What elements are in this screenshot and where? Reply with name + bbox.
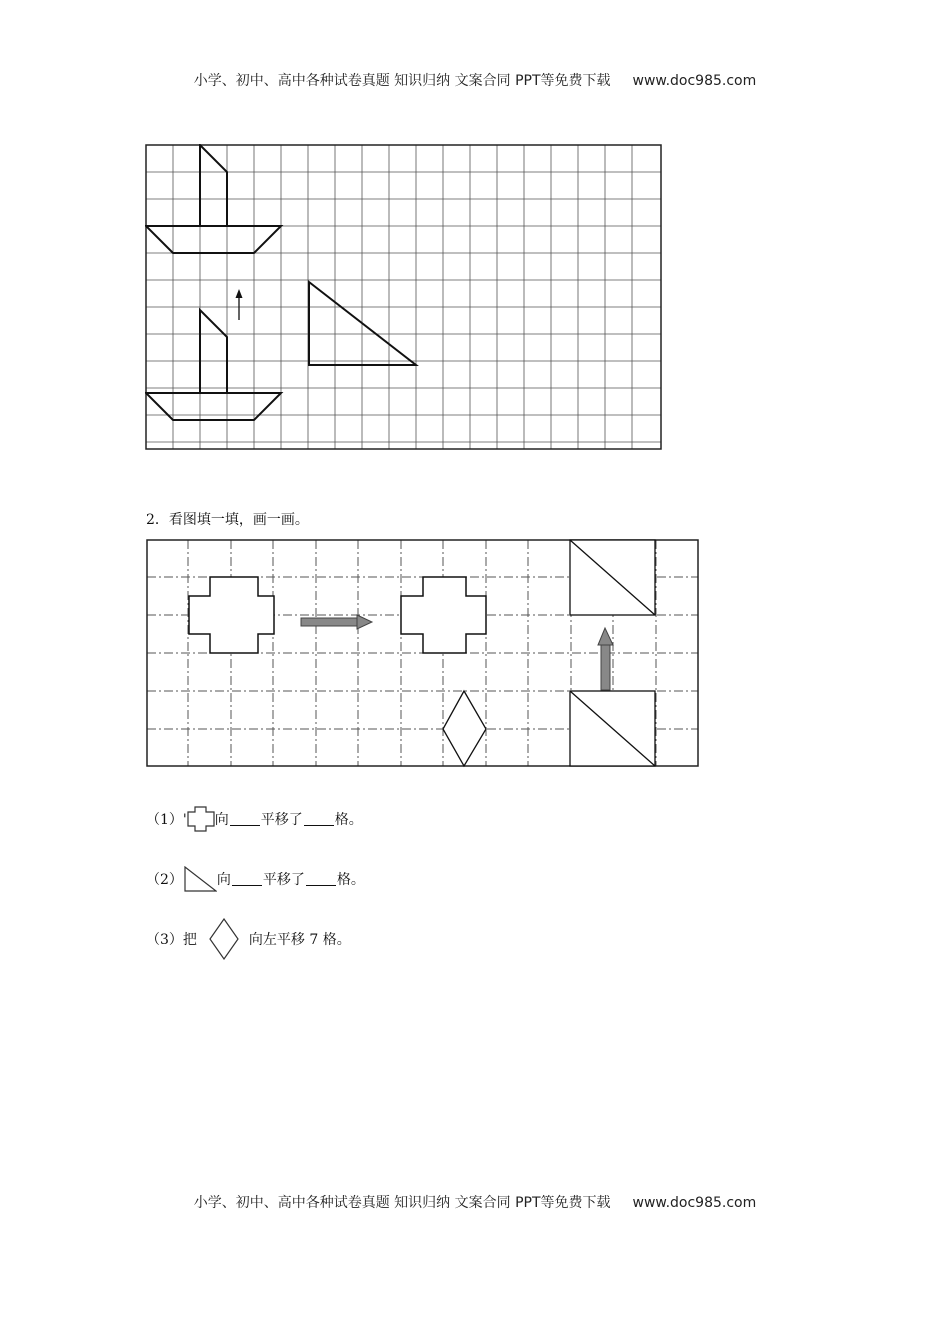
item-number: （1）' xyxy=(146,812,187,828)
direction-prefix: 向 xyxy=(216,872,231,888)
right-triangle xyxy=(309,282,416,365)
header-text: 小学、初中、高中各种试卷真题 知识归纳 文案合同 PPT等免费下载 xyxy=(193,73,611,89)
page-footer xyxy=(0,1192,950,1212)
question-2-2 xyxy=(146,866,365,896)
direction-blank[interactable] xyxy=(230,813,260,826)
rhombus-small-icon xyxy=(203,918,245,960)
boat-lower xyxy=(146,310,281,420)
moved-text: 平移了 xyxy=(262,872,305,888)
direction-blank[interactable] xyxy=(232,873,262,886)
triangle-small-icon xyxy=(183,866,217,892)
cross-shape-left xyxy=(189,577,274,653)
grid-figure-1 xyxy=(145,144,663,451)
direction-prefix: 向 xyxy=(214,812,229,828)
header-url[interactable]: www.doc985.com xyxy=(632,73,757,89)
cross-shape-right xyxy=(401,577,486,653)
unit-text: 格。 xyxy=(336,872,365,888)
grid-border xyxy=(146,145,661,449)
question-2-1 xyxy=(146,806,363,836)
up-arrow-gray xyxy=(598,628,613,690)
question-2-title: 2．看图填一填，画一画。 xyxy=(146,512,309,528)
grid-lines xyxy=(146,145,661,449)
grid-figure-2 xyxy=(146,539,700,768)
page-header xyxy=(0,70,950,90)
right-arrow-gray xyxy=(301,615,372,629)
item-number: （2） xyxy=(146,872,183,888)
question-2-3 xyxy=(146,918,351,962)
item-number: （3）把 xyxy=(146,932,197,948)
unit-text: 格。 xyxy=(334,812,363,828)
moved-text: 平移了 xyxy=(260,812,303,828)
cross-small-icon xyxy=(187,806,215,832)
rhombus-shape xyxy=(443,691,486,766)
count-blank[interactable] xyxy=(306,873,336,886)
footer-text: 小学、初中、高中各种试卷真题 知识归纳 文案合同 PPT等免费下载 xyxy=(193,1195,611,1211)
footer-url[interactable]: www.doc985.com xyxy=(632,1195,757,1211)
up-arrow xyxy=(236,289,243,320)
instruction-text: 向左平移 7 格。 xyxy=(248,932,351,948)
count-blank[interactable] xyxy=(304,813,334,826)
